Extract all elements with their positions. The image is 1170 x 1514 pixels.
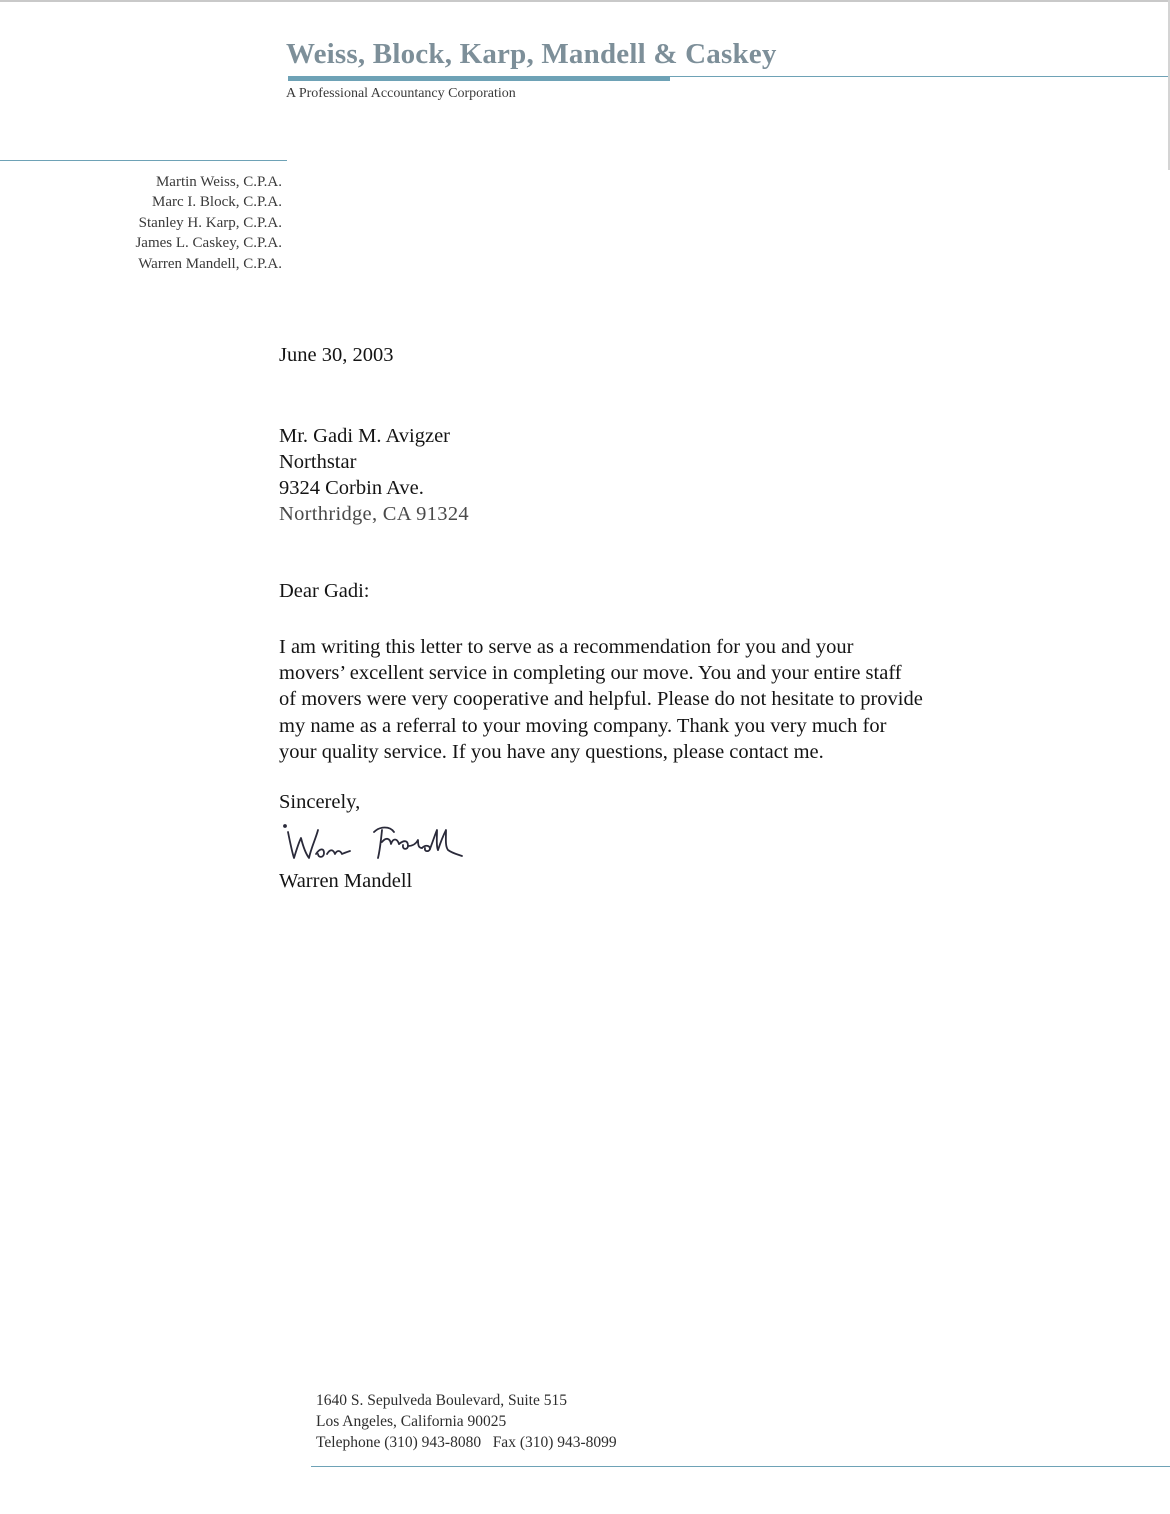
body-line: my name as a referral to your moving company. Thank you very much for [279, 714, 887, 737]
footer-address [316, 1391, 617, 1453]
recipient-company: Northstar [279, 451, 357, 473]
body-line: I am writing this letter to serve as a recommendation for you and your [279, 636, 854, 658]
partner-name: James L. Caskey, C.P.A. [135, 235, 282, 252]
footer-address-line1: 1640 S. Sepulveda Boulevard, Suite 515 [316, 1392, 567, 1409]
partner-name: Warren Mandell, C.P.A. [138, 255, 282, 272]
partner-name: Martin Weiss, C.P.A. [155, 174, 282, 190]
partners-list [0, 172, 282, 274]
letter-body [279, 634, 923, 765]
partner-name: Stanley H. Karp, C.P.A. [138, 214, 282, 231]
letterhead-rule-thick [288, 76, 670, 81]
recipient-city-state-zip: Northridge, CA 91324 [279, 503, 469, 525]
handwritten-signature [280, 818, 470, 866]
footer-phone-fax: Telephone (310) 943-8080 Fax (310) 943-8099 [316, 1433, 617, 1451]
recipient-street: 9324 Corbin Ave. [279, 477, 424, 499]
footer-rule [311, 1466, 1170, 1467]
firm-name: Weiss, Block, Karp, Mandell & Caskey [286, 38, 777, 70]
letterhead-rule-thin [670, 76, 1168, 77]
recipient-name: Mr. Gadi M. Avigzer [279, 425, 450, 447]
body-line: your quality service. If you have any questions, please contact me. [279, 740, 824, 763]
recipient-address [279, 423, 469, 527]
partner-name: Marc I. Block, C.P.A. [152, 194, 282, 211]
signer-name: Warren Mandell [279, 870, 413, 892]
scan-edge-top [0, 0, 1170, 2]
closing: Sincerely, [279, 791, 361, 813]
firm-tagline: A Professional Accountancy Corporation [286, 86, 516, 101]
body-line: of movers were very cooperative and helpful. Please do not hesitate to provide [279, 688, 923, 711]
partners-rule [0, 160, 287, 161]
footer-address-line2: Los Angeles, California 90025 [316, 1412, 507, 1430]
body-line: movers’ excellent service in completing our move. You and your entire staff [279, 662, 902, 685]
salutation: Dear Gadi: [279, 580, 370, 602]
letter-date: June 30, 2003 [279, 344, 394, 366]
